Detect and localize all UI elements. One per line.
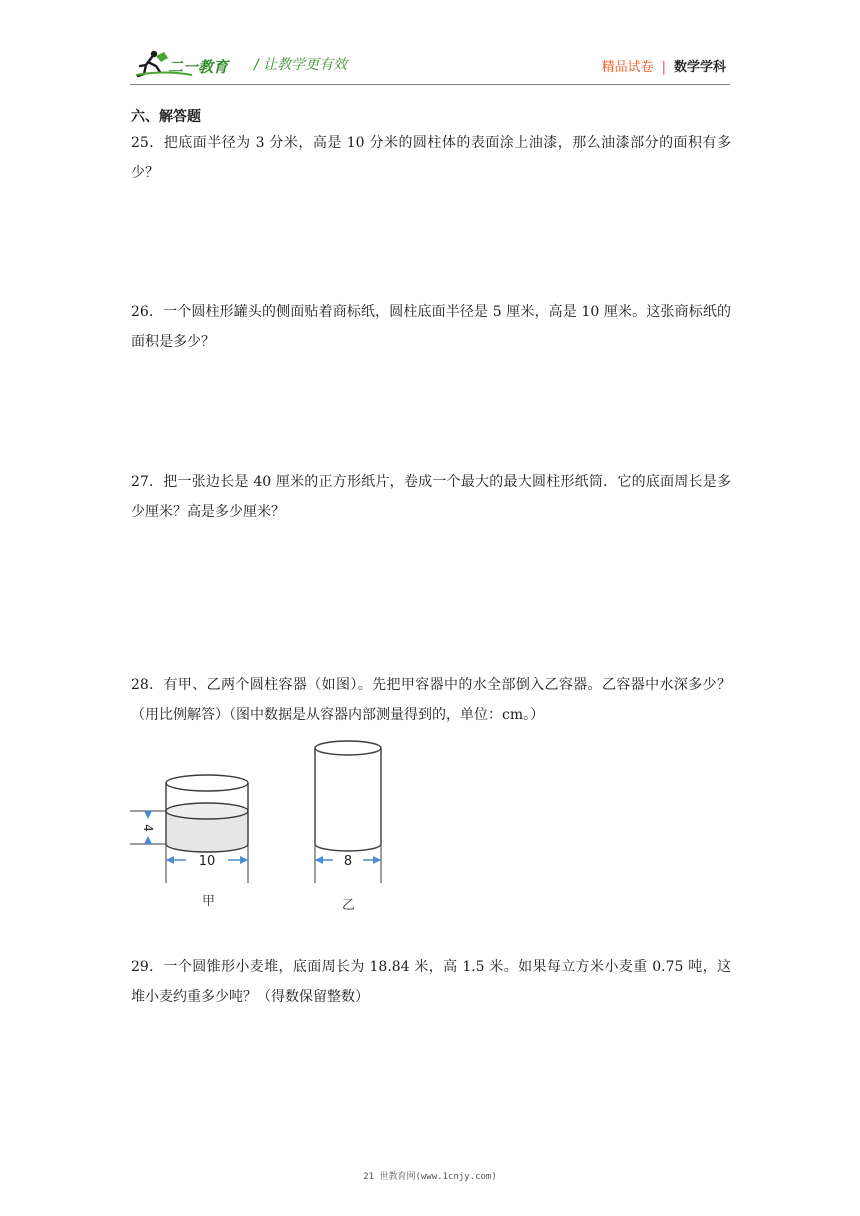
question-25: 25．把底面半径为 3 分米，高是 10 分米的圆柱体的表面涂上油漆，那么油漆部分的面积有多少？ <box>131 135 731 181</box>
header-divider <box>130 84 730 85</box>
diameter-a-label: 10 <box>198 854 216 869</box>
containers-diagram <box>128 738 428 918</box>
logo-text: 二一教育 <box>168 58 229 76</box>
container-a <box>130 775 248 883</box>
section-title: 六、解答题 <box>131 109 201 125</box>
diameter-b-label: 8 <box>343 854 353 869</box>
premium-label: 精品试卷 <box>601 60 654 75</box>
container-b-label: 乙 <box>342 898 356 913</box>
container-a-label: 甲 <box>202 894 216 909</box>
header-separator: | <box>661 60 666 75</box>
question-28: 28．有甲、乙两个圆柱容器（如图）。先把甲容器中的水全部倒入乙容器。乙容器中水深多少？（用比例解答）（图中数据是从容器内部测量得到的，单位：cm。） <box>131 677 731 723</box>
question-26: 26．一个圆柱形罐头的侧面贴着商标纸，圆柱底面半径是 5 厘米，高是 10 厘米。这张商标纸的面积是多少？ <box>131 304 731 350</box>
header-tags <box>602 56 726 75</box>
page-header <box>130 40 730 86</box>
subject-label: 数学学科 <box>673 60 726 75</box>
water-height-label: 4 <box>141 824 155 832</box>
question-27: 27．把一张边长是 40 厘米的正方形纸片，卷成一个最大的最大圆柱形纸筒．它的底面周长是多少厘米？高是多少厘米？ <box>131 474 731 520</box>
question-29: 29．一个圆锥形小麦堆，底面周长为 18.84 米，高 1.5 米。如果每立方米小麦重 0.75 吨，这堆小麦约重多少吨？（得数保留整数） <box>131 959 731 1005</box>
container-b <box>315 741 381 883</box>
header-slogan: / 让教学更有效 <box>254 57 348 73</box>
logo-icon <box>134 48 254 80</box>
page-footer: 21 世教育网(www.1cnjy.com) <box>363 1172 497 1182</box>
containers-figure <box>128 738 428 918</box>
